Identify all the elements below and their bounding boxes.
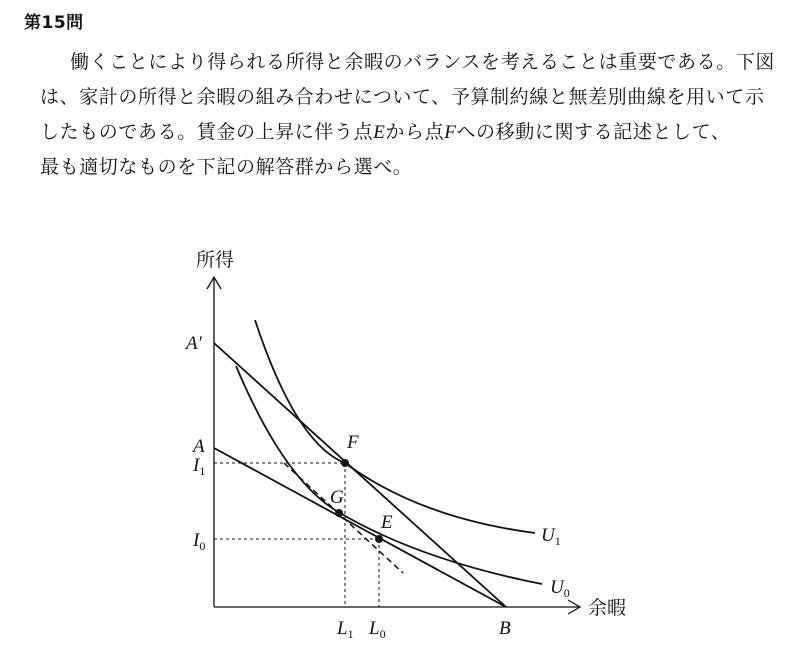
label-f: F [347,432,359,453]
indifference-curve-u1 [255,320,535,533]
label-l1 [336,618,354,641]
question-line-1: 働くことにより得られる所得と余暇のバランスを考えることは重要である。下図 [70,51,776,73]
label-i0-sub: 0 [199,539,206,553]
label-b: B [499,618,511,639]
line3-part-c: への移動に関する記述として、 [456,121,731,143]
budget-line-new [214,343,506,607]
label-l0-main: L [369,618,380,639]
label-i0 [192,530,205,553]
label-i1-sub: 1 [199,464,206,478]
label-g: G [330,487,344,508]
point-f [341,459,349,467]
line3-part-a: したものである。賃金の上昇に伴う点 [40,121,374,143]
point-f-ref: F [444,122,457,143]
label-l0 [368,618,386,641]
question-line-4: 最も適切なものを下記の解答群から選べ。 [40,156,413,178]
budget-line-old [214,448,506,607]
point-e [375,535,383,543]
label-u1-sub: 1 [554,534,561,548]
label-a-prime: A′ [186,333,202,354]
label-u0-main: U [550,577,564,598]
label-a: A [193,436,205,457]
label-u0 [550,577,570,600]
point-g [335,509,343,517]
label-l1-main: L [337,618,348,639]
question-title: 第15問 [24,13,84,33]
label-l0-sub: 0 [379,627,386,641]
x-axis-label: 余暇 [588,597,627,619]
question-line-2: は、家計の所得と余暇の組み合わせについて、予算制約線と無差別曲線を用いて示 [40,86,765,108]
label-e: E [381,512,393,533]
label-u1 [541,525,561,548]
indifference-curve-u0 [236,366,542,584]
y-axis-label: 所得 [196,249,235,271]
label-i1 [192,455,205,478]
line3-part-b: から点 [385,121,445,143]
label-i1-main: I [193,455,200,476]
label-i0-main: I [193,530,200,551]
point-e-ref: E [373,122,386,143]
label-u1-main: U [541,525,555,546]
label-u0-sub: 0 [563,586,570,600]
label-l1-sub: 1 [347,627,354,641]
